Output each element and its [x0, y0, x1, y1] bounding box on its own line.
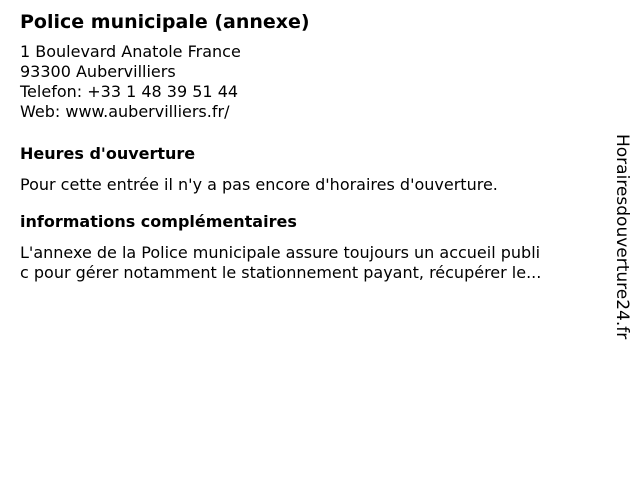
website-link[interactable]: www.aubervilliers.fr/	[65, 102, 230, 121]
site-brand-text: Horairesdouverture24.fr	[612, 134, 632, 340]
web-row	[20, 102, 600, 122]
info-heading: informations complémentaires	[20, 212, 297, 231]
hours-text: Pour cette entrée il n'y a pas encore d'horaires d'ouverture.	[20, 175, 498, 194]
postal-city: 93300 Aubervilliers	[20, 62, 176, 81]
web-label: Web:	[20, 102, 66, 121]
hours-heading: Heures d'ouverture	[20, 144, 196, 163]
page-title: Police municipale (annexe)	[20, 11, 310, 33]
phone-number[interactable]: +33 1 48 39 51 44	[87, 82, 239, 101]
info-text-line: L'annexe de la Police municipale assure toujours un accueil publi	[20, 243, 541, 262]
place-details	[20, 10, 600, 283]
address-block	[20, 42, 600, 122]
site-brand[interactable]	[608, 134, 636, 346]
info-text	[20, 243, 600, 283]
street-address: 1 Boulevard Anatole France	[20, 42, 241, 61]
info-text-line: c pour gérer notamment le stationnement payant, récupérer le...	[20, 263, 542, 282]
phone-row	[20, 82, 600, 102]
phone-label: Telefon:	[20, 82, 88, 101]
